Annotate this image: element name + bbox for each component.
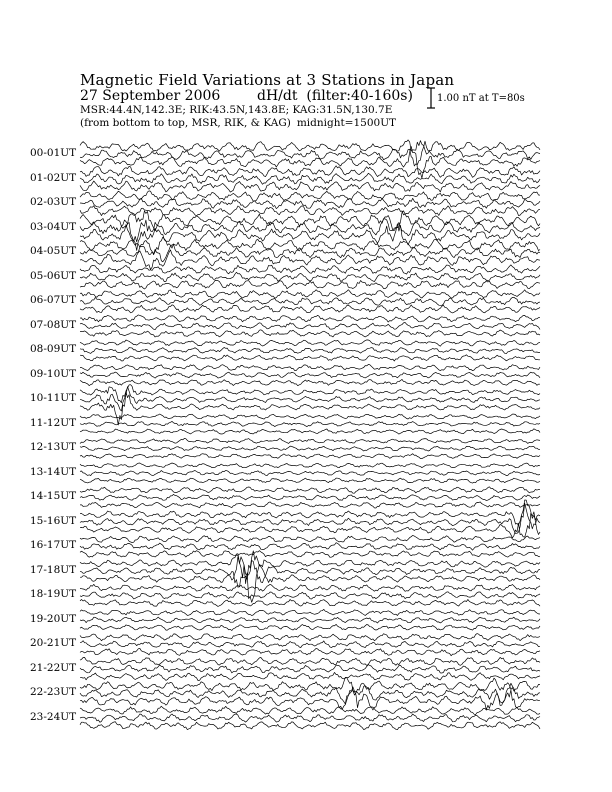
scale-bar <box>427 88 435 108</box>
date-label: 27 September 2006 <box>80 88 221 104</box>
trace-KAG-18-19UT <box>80 584 540 591</box>
station-coords: MSR:44.4N,142.3E; RIK:43.5N,143.8E; KAG:31.5N,130.7E <box>80 104 393 116</box>
trace-RIK-22-23UT <box>80 683 540 704</box>
row-label-21-22UT: 21-22UT <box>30 661 77 674</box>
trace-KAG-23-24UT <box>80 706 540 714</box>
trace-MSR-22-23UT <box>80 687 540 710</box>
row-label-08-09UT: 08-09UT <box>30 343 77 355</box>
trace-MSR-04-05UT <box>80 250 540 270</box>
trace-MSR-09-10UT <box>80 379 540 385</box>
trace-MSR-08-09UT <box>80 355 540 361</box>
trace-MSR-16-17UT <box>80 551 540 558</box>
trace-MSR-21-22UT <box>80 672 540 680</box>
trace-KAG-19-20UT <box>80 609 540 615</box>
row-label-13-14UT: 13-14UT <box>30 465 77 478</box>
trace-KAG-11-12UT <box>80 414 540 419</box>
trace-KAG-14-15UT <box>80 487 540 493</box>
trace-RIK-16-17UT <box>80 543 540 551</box>
row-label-09-10UT: 09-10UT <box>30 367 77 380</box>
trace-MSR-07-08UT <box>80 330 540 337</box>
trace-RIK-09-10UT <box>80 372 540 378</box>
trace-MSR-02-03UT <box>80 206 540 216</box>
trace-MSR-03-04UT <box>80 224 540 251</box>
midnight-note: midnight=1500UT <box>296 117 397 129</box>
trace-RIK-15-16UT <box>80 503 540 533</box>
trace-MSR-12-13UT <box>80 454 540 459</box>
row-label-18-19UT: 18-19UT <box>30 588 77 600</box>
trace-KAG-13-14UT <box>80 463 540 468</box>
trace-RIK-07-08UT <box>80 323 540 330</box>
trace-RIK-08-09UT <box>80 348 540 354</box>
trace-MSR-11-12UT <box>80 429 540 434</box>
trace-KAG-00-01UT <box>80 140 540 154</box>
row-label-10-11UT: 10-11UT <box>30 392 77 404</box>
trace-MSR-18-19UT <box>80 600 540 607</box>
trace-MSR-14-15UT <box>80 502 540 508</box>
trace-KAG-02-03UT <box>80 191 540 201</box>
trace-KAG-15-16UT <box>80 500 540 525</box>
trace-MSR-19-20UT <box>80 624 540 630</box>
trace-RIK-02-03UT <box>80 198 540 208</box>
row-label-23-24UT: 23-24UT <box>30 710 77 723</box>
row-label-01-02UT: 01-02UT <box>30 171 77 184</box>
trace-KAG-07-08UT <box>80 315 540 322</box>
row-label-16-17UT: 16-17UT <box>30 539 77 551</box>
trace-RIK-14-15UT <box>80 494 540 500</box>
row-label-14-15UT: 14-15UT <box>30 490 77 502</box>
row-label-07-08UT: 07-08UT <box>30 318 77 331</box>
trace-RIK-13-14UT <box>80 471 540 476</box>
trace-KAG-10-11UT <box>80 385 540 403</box>
trace-RIK-10-11UT <box>80 387 540 411</box>
row-label-06-07UT: 06-07UT <box>30 294 77 306</box>
trace-RIK-12-13UT <box>80 446 540 451</box>
row-label-22-23UT: 22-23UT <box>30 686 77 698</box>
trace-KAG-01-02UT <box>80 166 540 178</box>
trace-RIK-21-22UT <box>80 665 540 673</box>
trace-group <box>80 140 540 730</box>
row-label-15-16UT: 15-16UT <box>30 514 77 527</box>
row-label-04-05UT: 04-05UT <box>30 245 77 257</box>
row-label-00-01UT: 00-01UT <box>30 147 77 159</box>
trace-KAG-05-06UT <box>80 265 540 274</box>
trace-MSR-23-24UT <box>80 722 540 730</box>
trace-MSR-20-21UT <box>80 648 540 655</box>
trace-KAG-17-18UT <box>80 551 540 580</box>
trace-RIK-19-20UT <box>80 617 540 623</box>
trace-RIK-11-12UT <box>80 421 540 426</box>
trace-KAG-08-09UT <box>80 340 540 346</box>
row-label-02-03UT: 02-03UT <box>30 196 77 208</box>
trace-KAG-20-21UT <box>80 634 540 641</box>
trace-RIK-06-07UT <box>80 297 540 305</box>
row-label-17-18UT: 17-18UT <box>30 563 77 576</box>
chart-title: Magnetic Field Variations at 3 Stations in Japan <box>80 71 455 89</box>
row-label-20-21UT: 20-21UT <box>30 637 77 649</box>
trace-MSR-13-14UT <box>80 478 540 483</box>
trace-RIK-23-24UT <box>80 714 540 722</box>
row-label-19-20UT: 19-20UT <box>30 612 77 625</box>
trace-RIK-20-21UT <box>80 641 540 648</box>
trace-RIK-18-19UT <box>80 592 540 599</box>
scale-bar-label: 1.00 nT at T=80s <box>437 93 525 104</box>
row-label-12-13UT: 12-13UT <box>30 441 77 453</box>
trace-KAG-12-13UT <box>80 439 540 444</box>
row-label-03-04UT: 03-04UT <box>30 220 77 233</box>
row-label-11-12UT: 11-12UT <box>30 416 77 429</box>
trace-KAG-06-07UT <box>80 290 540 298</box>
trace-MSR-05-06UT <box>80 281 540 290</box>
trace-KAG-21-22UT <box>80 657 540 665</box>
trace-MSR-10-11UT <box>80 392 540 425</box>
row-label-05-06UT: 05-06UT <box>30 269 77 282</box>
trace-RIK-05-06UT <box>80 272 540 281</box>
trace-MSR-06-07UT <box>80 305 540 313</box>
trace-KAG-16-17UT <box>80 535 540 542</box>
trace-KAG-09-10UT <box>80 365 540 371</box>
filter-range: (filter:40-160s) <box>306 88 413 104</box>
order-text: (from bottom to top, MSR, RIK, & KAG) <box>80 117 291 129</box>
quantity-label: dH/dt <box>257 88 298 104</box>
